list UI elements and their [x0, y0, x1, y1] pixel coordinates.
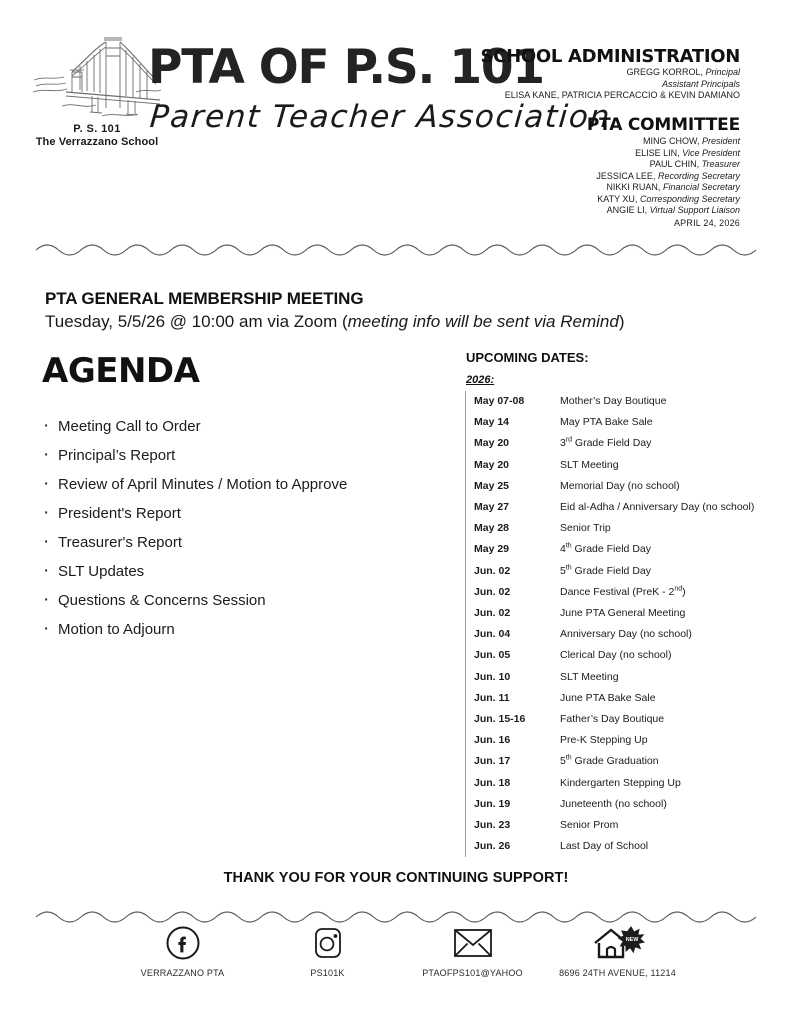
agenda-item: · Principal’s Report: [42, 441, 442, 470]
member-name: KATY XU,: [597, 193, 638, 204]
event-cell: 3rd Grade Field Day: [560, 436, 652, 450]
committee-member: [440, 148, 740, 160]
page-header: [0, 0, 792, 240]
table-row: [466, 730, 755, 751]
school-administration: [440, 46, 740, 102]
agenda-item: · SLT Updates: [42, 557, 442, 586]
member-name: PAUL CHIN,: [649, 159, 700, 169]
dates-year-label: 2026:: [466, 374, 495, 386]
member-role: Vice President: [682, 147, 740, 158]
facebook-icon[interactable]: [110, 922, 255, 964]
committee-member: [440, 136, 740, 148]
agenda-heading: AGENDA: [42, 351, 200, 391]
table-row: [466, 751, 755, 772]
home-address-icon[interactable]: [545, 922, 690, 964]
table-row: [466, 582, 755, 603]
logo-school-number: P. S. 101: [73, 123, 121, 135]
committee-member: [440, 171, 740, 183]
instagram-icon[interactable]: [255, 922, 400, 964]
date-cell: May 07-08: [474, 395, 525, 407]
event-cell: 5th Grade Field Day: [560, 564, 651, 577]
footer-instagram-label: PS101K: [310, 968, 345, 978]
table-row: [466, 433, 755, 454]
date-cell: May 28: [474, 522, 510, 535]
member-role: Treasurer: [701, 159, 740, 169]
table-row: [466, 412, 755, 433]
principal-role: Principal: [705, 67, 740, 77]
date-cell: May 20: [474, 437, 510, 450]
table-row: [466, 391, 755, 412]
committee-member: [440, 194, 740, 206]
principal-line: [440, 67, 740, 79]
table-row: [466, 603, 755, 624]
home-new-badge-text: NEW: [625, 937, 638, 943]
agenda-item: · Treasurer's Report: [42, 528, 442, 557]
date-cell: Jun. 04: [474, 628, 511, 641]
event-cell: SLT Meeting: [560, 670, 619, 683]
agenda-item: · Motion to Adjourn: [42, 615, 442, 644]
agenda-item: · Review of April Minutes / Motion to Approve: [42, 470, 442, 499]
event-cell: Anniversary Day (no school): [560, 628, 692, 641]
event-cell: 4th Grade Field Day: [560, 542, 651, 556]
table-row: [466, 476, 755, 497]
footer-instagram[interactable]: [255, 922, 400, 978]
event-cell: Clerical Day (no school): [560, 649, 672, 662]
upcoming-dates-section: [466, 350, 786, 857]
date-cell: Jun. 02: [474, 585, 511, 598]
date-cell: Jun. 15-16: [474, 713, 526, 726]
footer-address-label: 8696 24TH AVENUE, 11214: [559, 968, 676, 978]
committee-member: [440, 182, 740, 194]
member-name: JESSICA LEE,: [596, 170, 656, 181]
event-cell: June PTA Bake Sale: [560, 691, 656, 704]
date-cell: May 20: [474, 458, 510, 471]
event-cell: Juneteenth (no school): [560, 797, 667, 810]
member-name: MING CHOW,: [642, 136, 700, 146]
table-row: [466, 794, 755, 815]
meeting-info: [45, 288, 624, 334]
event-cell: SLT Meeting: [560, 458, 619, 471]
date-cell: Jun. 17: [474, 755, 511, 768]
meeting-note: meeting info will be sent via Remind: [347, 312, 619, 331]
pta-committee: [440, 114, 740, 217]
member-role: Recording Secretary: [657, 170, 740, 181]
agenda-section: [42, 352, 442, 644]
date-cell: Jun. 02: [474, 607, 511, 620]
event-cell: Mother’s Day Boutique: [560, 395, 667, 407]
principal-name: GREGG KORROL,: [626, 67, 703, 77]
footer-contacts: [110, 922, 690, 978]
issue-date: APRIL 24, 2026: [673, 218, 740, 228]
table-row: [466, 773, 755, 794]
committee-member: [440, 205, 740, 217]
footer-facebook[interactable]: [110, 922, 255, 978]
footer-email-label: PTAOFPS101@YAHOO: [422, 968, 523, 978]
wave-divider-top: [36, 238, 756, 258]
event-cell: 5th Grade Graduation: [560, 754, 659, 768]
table-row: [466, 645, 755, 666]
member-role: Corresponding Secretary: [639, 193, 740, 204]
member-name: ELISE LIN,: [635, 147, 680, 158]
meeting-when: Tuesday, 5/5/26 @ 10:00 am via Zoom (: [45, 312, 348, 331]
page-subtitle: Parent Teacher Association: [148, 99, 613, 135]
member-role: Financial Secretary: [662, 182, 740, 192]
thank-you-message: THANK YOU FOR YOUR CONTINUING SUPPORT!: [223, 870, 569, 886]
assistant-principals-names: ELISA KANE, PATRICIA PERCACCIO & KEVIN DAMIANO: [504, 90, 740, 100]
meeting-details: [45, 310, 624, 334]
event-cell: June PTA General Meeting: [560, 607, 686, 620]
upcoming-dates-table: [465, 391, 755, 857]
table-row: [466, 518, 755, 539]
date-cell: Jun. 26: [474, 840, 511, 853]
event-cell: Memorial Day (no school): [560, 479, 680, 492]
event-cell: Pre-K Stepping Up: [560, 734, 648, 747]
date-cell: Jun. 16: [474, 734, 511, 747]
administration-heading: SCHOOL ADMINISTRATION: [480, 46, 740, 67]
table-row: [466, 815, 755, 836]
date-cell: Jun. 11: [474, 691, 510, 704]
table-row: [466, 836, 755, 857]
event-cell: Senior Trip: [560, 522, 611, 535]
footer-facebook-label: VERRAZZANO PTA: [140, 968, 225, 978]
date-cell: May 25: [474, 479, 510, 492]
table-row: [466, 539, 755, 560]
event-cell: Senior Prom: [560, 819, 619, 832]
date-cell: Jun. 19: [474, 797, 511, 810]
event-cell: May PTA Bake Sale: [560, 416, 653, 429]
date-cell: Jun. 23: [474, 819, 511, 832]
event-cell: Last Day of School: [560, 840, 649, 853]
table-row: [466, 455, 755, 476]
meeting-paren-close: ): [618, 312, 625, 331]
member-name: ANGIE LI,: [606, 205, 648, 215]
date-cell: Jun. 10: [474, 670, 511, 683]
event-cell: Dance Festival (PreK - 2nd): [560, 585, 686, 598]
email-icon[interactable]: [400, 922, 545, 964]
date-cell: May 27: [474, 501, 510, 514]
assistant-principals-label: Assistant Principals: [661, 78, 740, 89]
footer-address[interactable]: [545, 922, 690, 978]
member-role: President: [701, 136, 740, 146]
committee-member: [440, 159, 740, 171]
agenda-item: · Meeting Call to Order: [42, 412, 442, 441]
footer-email[interactable]: [400, 922, 545, 978]
member-role: Virtual Support Liaison: [649, 205, 740, 215]
event-cell: Eid al-Adha / Anniversary Day (no school): [560, 501, 755, 514]
date-cell: Jun. 02: [474, 564, 511, 577]
committee-heading: PTA COMMITTEE: [586, 115, 740, 135]
date-cell: May 14: [474, 416, 510, 429]
meeting-title: PTA GENERAL MEMBERSHIP MEETING: [45, 289, 364, 308]
agenda-list: [42, 412, 442, 644]
table-row: [466, 624, 755, 645]
committee-member-list: [440, 136, 740, 217]
table-row: [466, 561, 755, 582]
date-cell: May 29: [474, 543, 510, 556]
page-title: PTA OF P.S. 101: [148, 40, 544, 95]
upcoming-dates-heading: UPCOMING DATES:: [466, 350, 589, 365]
agenda-item: · President's Report: [42, 499, 442, 528]
date-cell: Jun. 18: [474, 776, 511, 789]
table-row: [466, 667, 755, 688]
logo-school-name: The Verrazzano School: [35, 136, 159, 148]
date-cell: Jun. 05: [474, 649, 511, 662]
table-row: [466, 497, 755, 518]
member-name: NIKKI RUAN,: [606, 182, 661, 192]
agenda-item: · Questions & Concerns Session: [42, 586, 442, 615]
table-row: [466, 709, 755, 730]
event-cell: Father’s Day Boutique: [560, 713, 665, 726]
event-cell: Kindergarten Stepping Up: [560, 776, 681, 789]
table-row: [466, 688, 755, 709]
